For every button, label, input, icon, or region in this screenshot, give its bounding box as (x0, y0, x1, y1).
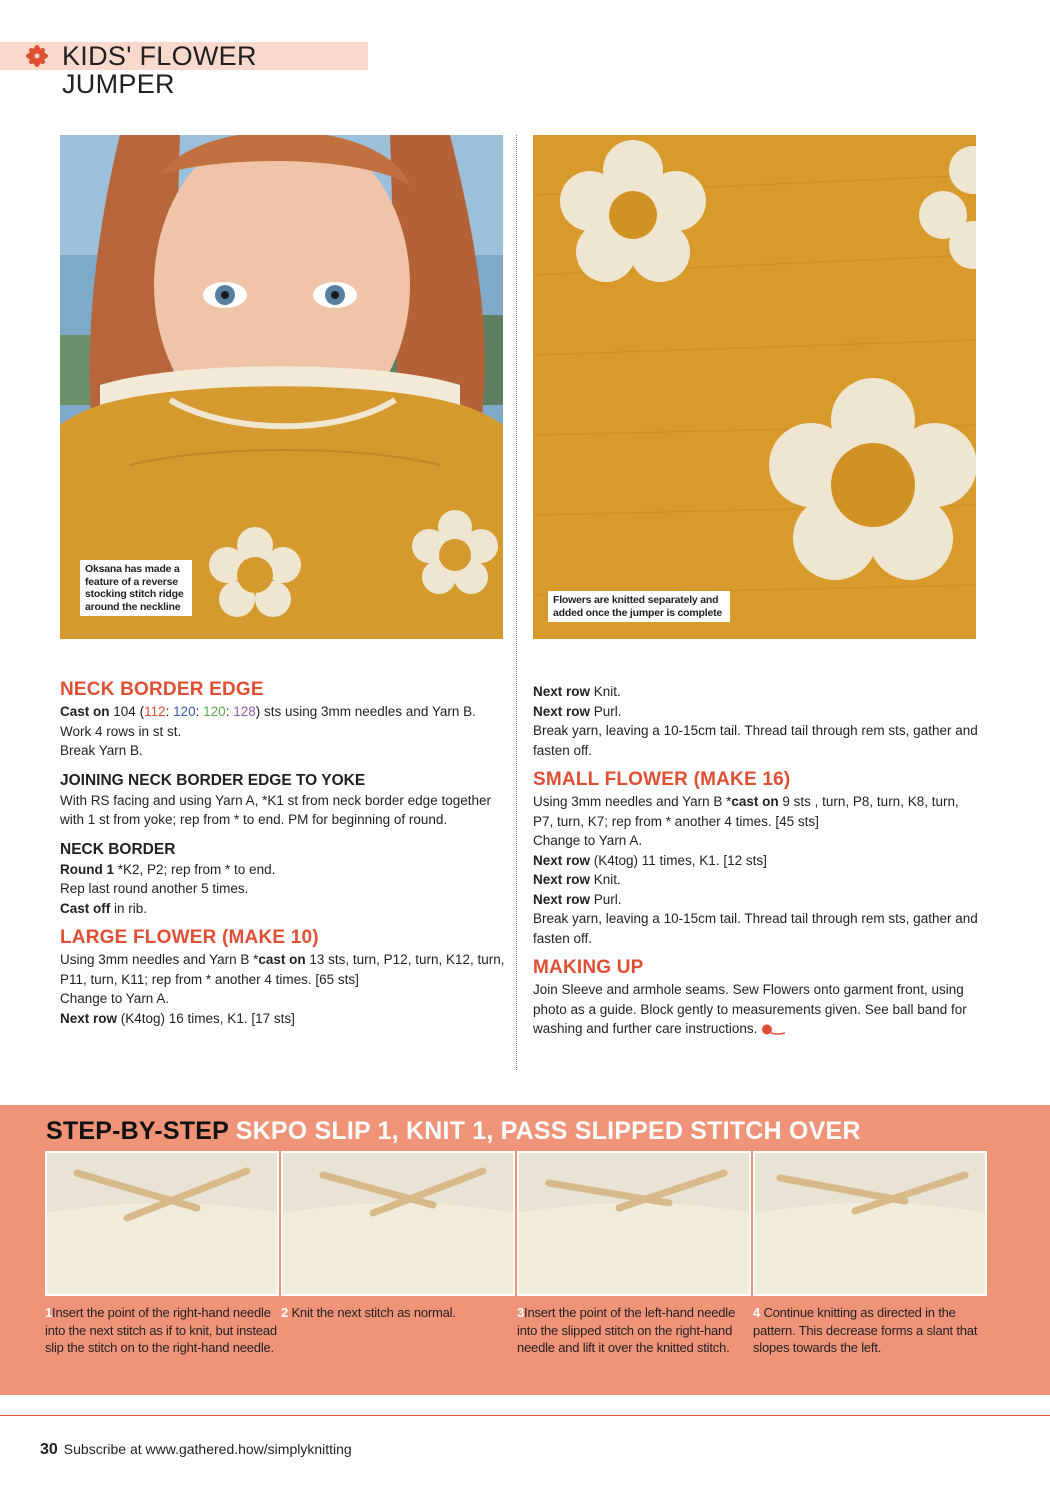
photo-flower-closeup (533, 135, 976, 639)
large-flower-row-knit: Next row Knit. (533, 684, 621, 699)
large-flower-finish: Break yarn, leaving a 10-15cm tail. Thread tail through rem sts, gather and fasten off. (533, 723, 978, 758)
small-flower-row2: Next row Knit. (533, 872, 621, 887)
step-3-text: 3Insert the point of the left-hand needle into the slipped stitch on the right-hand needle and lift it over the knitted stitch. (517, 1305, 736, 1355)
small-flower-line2: Change to Yarn A. (533, 833, 643, 848)
footer-rule (0, 1415, 1050, 1416)
neck-border-edge-cast-on: Cast on 104 (112: 120: 120: 128) sts using 3mm needles and Yarn B. (60, 704, 476, 719)
step-2-text: 2 Knit the next stitch as normal. (281, 1305, 456, 1320)
large-flower-row-purl: Next row Purl. (533, 703, 622, 719)
large-flower-line2: Change to Yarn A. (60, 991, 170, 1006)
yarn-ball-icon (761, 1024, 785, 1035)
step-by-step-section (0, 1105, 1050, 1395)
small-flower-row1: Next row (K4tog) 11 times, K1. [12 sts] (533, 852, 767, 868)
heading-neck-border-edge: NECK BORDER EDGE (60, 679, 264, 700)
making-up-text: Join Sleeve and armhole seams. Sew Flowers onto garment front, using photo as a guide. Block gently to measurements given. See ball band for washing and further care instructions. (533, 982, 967, 1036)
joining-text: With RS facing and using Yarn A, *K1 st from neck border edge together with 1 st from yoke; rep from * to end. PM for beginning of round. (60, 792, 491, 827)
step-4-text: 4 Continue knitting as directed in the pattern. This decrease forms a slant that slopes towards the left. (753, 1305, 978, 1355)
step-4-image (753, 1151, 987, 1296)
footer (40, 1440, 352, 1459)
pattern-column-left (60, 678, 505, 1028)
step-1-text: 1Insert the point of the right-hand needle into the next stitch as if to knit, but instead slip the stitch on to the right-hand needle. (45, 1305, 277, 1355)
small-flower-finish: Break yarn, leaving a 10-15cm tail. Thread tail through rem sts, gather and fasten off. (533, 911, 978, 946)
photo-caption-left: Oksana has made a feature of a reverse stocking stitch ridge around the neckline (80, 560, 192, 616)
small-flower-text: Using 3mm needles and Yarn B *cast on 9 sts , turn, P8, turn, K8, turn, P7, turn, K7; rep from * another 4 times. [45 sts] (533, 794, 959, 829)
heading-small-flower: SMALL FLOWER (MAKE 16) (533, 769, 791, 790)
footer-subscribe-link[interactable]: Subscribe at www.gathered.how/simplyknitting (63, 1441, 352, 1457)
heading-large-flower: LARGE FLOWER (MAKE 10) (60, 927, 319, 948)
photo-caption-right: Flowers are knitted separately and added once the jumper is complete (548, 591, 730, 622)
heading-joining: JOINING NECK BORDER EDGE TO YOKE (60, 771, 366, 789)
heading-neck-border: NECK BORDER (60, 840, 176, 858)
column-divider (516, 135, 517, 1070)
step-3-image (517, 1151, 751, 1296)
flower-icon (26, 45, 48, 67)
neck-border-round: Round 1 *K2, P2; rep from * to end. (60, 861, 276, 877)
large-flower-text: Using 3mm needles and Yarn B *cast on 13 sts, turn, P12, turn, K12, turn, P11, turn, K11; rep from * another 4 times. [65 sts] (60, 952, 505, 987)
small-flower-row3: Next row Purl. (533, 891, 622, 907)
step-by-step-title: STEP-BY-STEP SKPO SLIP 1, KNIT 1, PASS SLIPPED STITCH OVER (46, 1117, 861, 1145)
neck-border-line2: Rep last round another 5 times. (60, 881, 249, 896)
page-number: 30 (40, 1441, 58, 1458)
step-1-image (45, 1151, 279, 1296)
neck-border-edge-line3: Break Yarn B. (60, 743, 143, 758)
step-2-image (281, 1151, 515, 1296)
page-title: KIDS' FLOWER JUMPER (62, 41, 257, 99)
neck-border-edge-line2: Work 4 rows in st st. (60, 723, 182, 739)
header-banner (0, 41, 368, 99)
neck-border-cast-off: Cast off in rib. (60, 900, 148, 916)
large-flower-next-row: Next row (K4tog) 16 times, K1. [17 sts] (60, 1010, 295, 1026)
heading-making-up: MAKING UP (533, 957, 644, 978)
pattern-column-right (533, 682, 978, 1039)
